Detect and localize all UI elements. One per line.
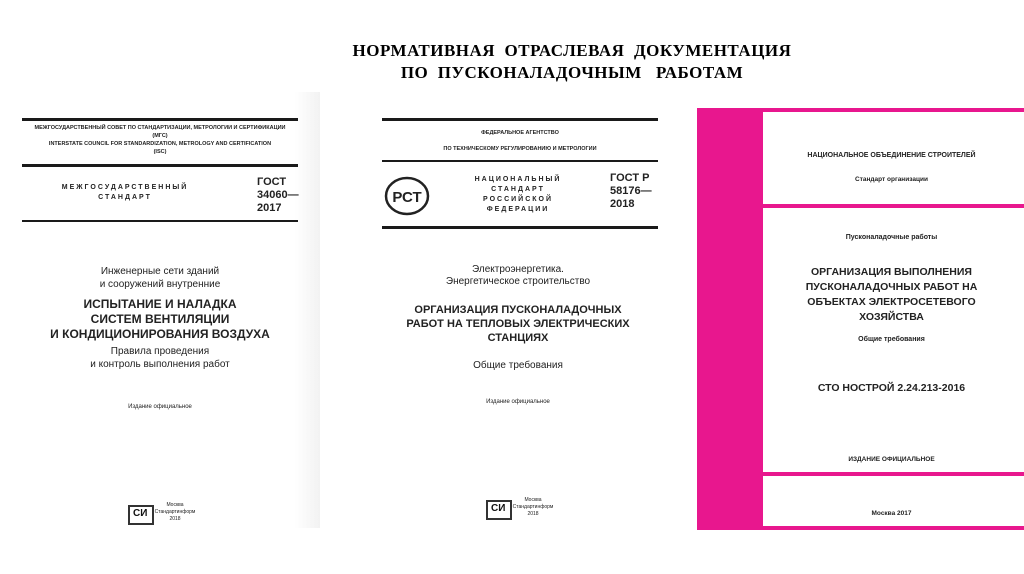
subject-2: Энергетическое строительство (445, 276, 591, 287)
subject-1: Электроэнергетика. (472, 264, 564, 275)
sto-code: СТО НОСТРОЙ 2.24.213-2016 (817, 382, 966, 394)
council-ru: МЕЖГОСУДАРСТВЕННЫЙ СОВЕТ ПО СТАНДАРТИЗАЦИИ, МЕТРОЛОГИИ И СЕРТИФИКАЦИИ (34, 125, 286, 131)
rule-3 (22, 220, 298, 222)
doc-title-3: СТАНЦИЯХ (487, 332, 549, 344)
publish-year: 2018 (527, 511, 539, 517)
edition: Издание официальное (486, 399, 550, 405)
top-rule (22, 118, 298, 121)
publisher-city: Москва (524, 497, 542, 503)
svg-text:РСТ: РСТ (392, 189, 422, 206)
slide-title-line2: ПО ПУСКОНАЛАДОЧНЫМ РАБОТАМ (400, 63, 744, 82)
gost-34060-cover (0, 92, 320, 528)
edition: Издание официальное (128, 404, 192, 410)
doc-title-1: ОРГАНИЗАЦИЯ ВЫПОЛНЕНИЯ (811, 266, 972, 278)
slide-title-line1: НОРМАТИВНАЯ ОТРАСЛЕВАЯ ДОКУМЕНТАЦИЯ (352, 41, 792, 60)
gost-code-1: ГОСТ Р (610, 172, 650, 184)
subject-1: Инженерные сети зданий (100, 266, 220, 277)
edition: ИЗДАНИЕ ОФИЦИАЛЬНОЕ (848, 456, 935, 463)
panel-divider-bottom (759, 472, 1024, 476)
gost-code-1: ГОСТ (257, 176, 287, 188)
general-requirements: Общие требования (858, 336, 925, 343)
doc-title-1: ИСПЫТАНИЕ И НАЛАДКА (83, 297, 237, 311)
slide-title (0, 40, 1024, 84)
rule-3 (382, 226, 658, 229)
doc-title-2: РАБОТ НА ТЕПЛОВЫХ ЭЛЕКТРИЧЕСКИХ (406, 318, 630, 330)
gost-code-2: 34060— (257, 189, 299, 201)
doc-title-2: СИСТЕМ ВЕНТИЛЯЦИИ (90, 312, 230, 326)
standard-type-1: НАЦИОНАЛЬНЫЙ (474, 176, 562, 183)
publisher: Стандартинформ (512, 504, 554, 510)
standard-type-3: РОССИЙСКОЙ (483, 196, 553, 203)
gost-code-3: 2018 (610, 198, 635, 210)
standard-type-4: ФЕДЕРАЦИИ (486, 206, 550, 213)
standartinform-logo-icon: СИ (128, 505, 154, 525)
gost-r-58176-cover (358, 90, 668, 526)
general-requirements: Общие требования (473, 360, 563, 371)
top-rule (382, 118, 658, 121)
doc-title-1: ОРГАНИЗАЦИЯ ПУСКОНАЛАДОЧНЫХ (414, 304, 622, 316)
council-ru-abbr: (МГС) (152, 133, 168, 139)
standard-type-1: МЕЖГОСУДАРСТВЕННЫЙ (61, 184, 189, 191)
rules-1: Правила проведения (110, 346, 210, 357)
cover-panel (759, 112, 1024, 526)
publisher: Стандартинформ (154, 509, 196, 515)
panel-divider (759, 204, 1024, 208)
agency-2: ПО ТЕХНИЧЕСКОМУ РЕГУЛИРОВАНИЮ И МЕТРОЛОГИИ (443, 146, 597, 152)
gost-code-2: 58176— (610, 185, 652, 197)
doc-title-3: И КОНДИЦИОНИРОВАНИЯ ВОЗДУХА (50, 327, 270, 341)
organization: НАЦИОНАЛЬНОЕ ОБЪЕДИНЕНИЕ СТРОИТЕЛЕЙ (807, 152, 976, 159)
council-en: INTERSTATE COUNCIL FOR STANDARDIZATION, METROLOGY AND CERTIFICATION (48, 141, 272, 147)
subject-2: и сооружений внутренние (99, 279, 221, 290)
publish-year: 2018 (169, 516, 181, 522)
city-year: Москва 2017 (871, 510, 912, 517)
standartinform-logo-icon: СИ (486, 500, 512, 520)
gost-code-3: 2017 (257, 202, 282, 214)
standard-type: Стандарт организации (855, 176, 928, 183)
publisher-city: Москва (166, 502, 184, 508)
rst-emblem-icon (384, 176, 430, 216)
sto-nostroy-cover (697, 108, 1024, 530)
council-en-abbr: (ISC) (153, 149, 167, 155)
topic: Пусконаладочные работы (845, 234, 938, 241)
doc-title-4: ХОЗЯЙСТВА (859, 311, 924, 323)
agency-1: ФЕДЕРАЛЬНОЕ АГЕНТСТВО (481, 130, 559, 136)
doc-title-3: ОБЪЕКТАХ ЭЛЕКТРОСЕТЕВОГО (807, 296, 976, 308)
standard-type-2: СТАНДАРТ (491, 186, 545, 193)
rules-2: и контроль выполнения работ (90, 359, 230, 370)
rule-2 (22, 164, 298, 167)
doc-title-2: ПУСКОНАЛАДОЧНЫХ РАБОТ НА (805, 281, 978, 293)
rule-2 (382, 160, 658, 162)
standard-type-2: СТАНДАРТ (98, 194, 152, 201)
